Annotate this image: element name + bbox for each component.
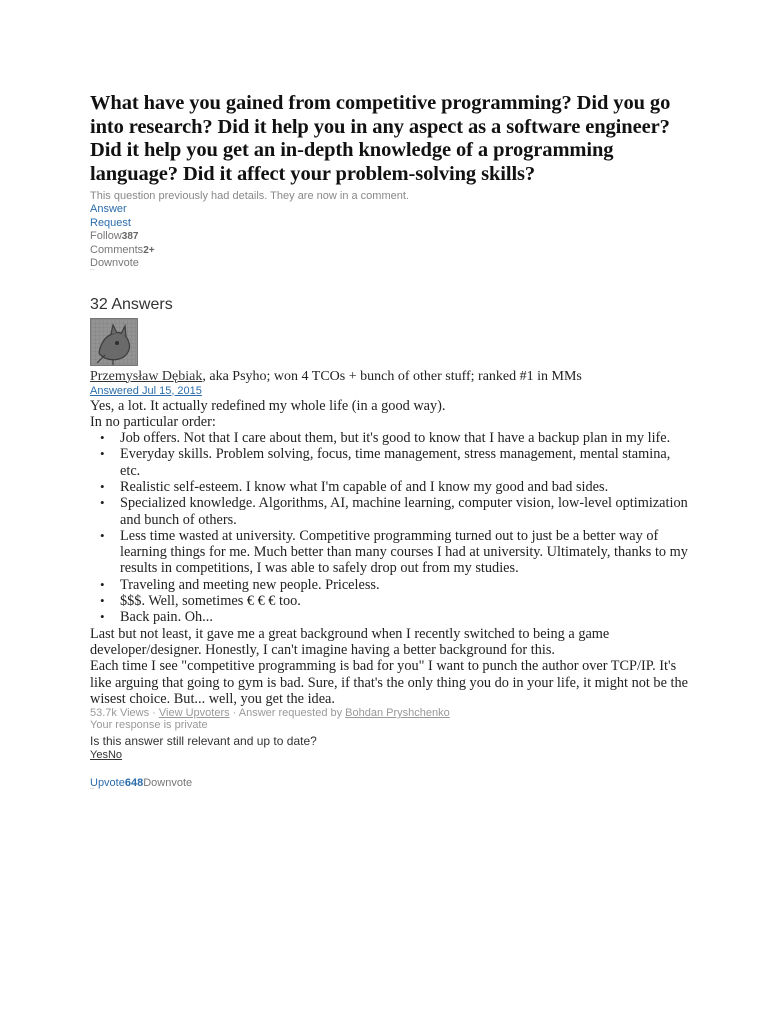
- answer-stats: [90, 707, 690, 719]
- vote-marker: ¯: [90, 788, 95, 798]
- stats-separator: ·: [149, 707, 159, 720]
- question-title: What have you gained from competitive programming? Did you go into research? Did it help you in any aspect as a software engineer? Did it help you get an in-depth knowledge of a programming language? Did it affect your problem-solving skills?: [90, 92, 671, 185]
- upvote-button[interactable]: [90, 777, 143, 789]
- author-line: [90, 369, 690, 385]
- page: [90, 92, 690, 796]
- author-avatar[interactable]: [90, 318, 138, 366]
- private-note: Your response is private: [90, 719, 208, 732]
- answer-downvote-button[interactable]: Downvote: [143, 777, 193, 790]
- list-item: • Job offers. Not that I care about them, but it's good to know that I have a backup plan in my life.: [120, 430, 690, 446]
- comments-label: Comments: [90, 243, 144, 256]
- list-item: • Back pain. Oh...: [120, 609, 690, 625]
- list-item: • $$$. Well, sometimes € € € too.: [120, 593, 690, 609]
- requested-by-prefix: Answer requested by: [238, 707, 346, 720]
- comments-count: 2+: [143, 244, 155, 256]
- requester-link[interactable]: Bohdan Pryshchenko: [345, 707, 450, 720]
- view-upvoters-link[interactable]: View Upvoters: [158, 707, 230, 720]
- vote-row: [90, 776, 690, 790]
- follow-button[interactable]: [90, 230, 690, 244]
- author-bio: , aka Psyho; won 4 TCOs + bunch of other stuff; ranked #1 in MMs: [202, 368, 582, 384]
- question-downvote-button[interactable]: Downvote: [90, 257, 139, 269]
- list-item: • Less time wasted at university. Competitive programming turned out to just be a better way of learning things for me. Much better than many courses I had at university. Ultimately, thanks to my results in competitions, I was able to safely drop out from my studies.: [120, 528, 690, 577]
- answer-button[interactable]: Answer: [90, 203, 127, 215]
- list-heading: In no particular order:: [90, 413, 216, 430]
- answered-date-link[interactable]: Answered Jul 15, 2015: [90, 384, 202, 397]
- final-paragraph: Each time I see "competitive programming is bad for you" I want to punch the author over TCP/IP. It's like arguing that going to gym is bad. Sure, if that's the only thing you do in your life, it might not be the wisest choice. But... well, you get the idea.: [90, 658, 688, 707]
- relevance-options: [90, 748, 690, 762]
- list-item: • Specialized knowledge. Algorithms, AI, machine learning, computer vision, low-level optimization and bunch of others.: [120, 495, 690, 528]
- upvote-count: 648: [124, 777, 144, 790]
- follow-count: 387: [121, 231, 139, 242]
- list-item: • Traveling and meeting new people. Priceless.: [120, 577, 690, 593]
- answers-count: 32 Answers: [90, 295, 173, 313]
- avatar-drawing-icon: [91, 319, 137, 365]
- comments-button[interactable]: [90, 244, 690, 258]
- closing-paragraph: Last but not least, it gave me a great background when I recently switched to being a game developer/designer. Honestly, I can't imagine having a better background for this.: [90, 625, 610, 658]
- views-count: 53.7k Views: [90, 707, 150, 720]
- list-item: • Everyday skills. Problem solving, focus, time management, stress management, mental stamina, etc.: [120, 446, 690, 479]
- answer-list: [90, 430, 690, 626]
- yes-button[interactable]: Yes: [90, 749, 108, 762]
- answer-intro: Yes, a lot. It actually redefined my whole life (in a good way).: [90, 397, 446, 414]
- upvote-label: Upvote: [90, 777, 125, 790]
- relevance-question: Is this answer still relevant and up to date?: [90, 734, 317, 749]
- details-note: This question previously had details. They are now in a comment.: [90, 190, 409, 202]
- request-button[interactable]: Request: [90, 216, 131, 229]
- follow-label: Follow: [90, 230, 122, 242]
- list-item: • Realistic self-esteem. I know what I'm capable of and I know my good and bad sides.: [120, 479, 690, 495]
- answer-body: [90, 398, 690, 708]
- stats-separator: ·: [229, 707, 239, 720]
- downvote-marker: ¯: [90, 268, 95, 278]
- author-name-link[interactable]: Przemysław Dębiak: [90, 368, 203, 384]
- no-button[interactable]: No: [107, 749, 123, 762]
